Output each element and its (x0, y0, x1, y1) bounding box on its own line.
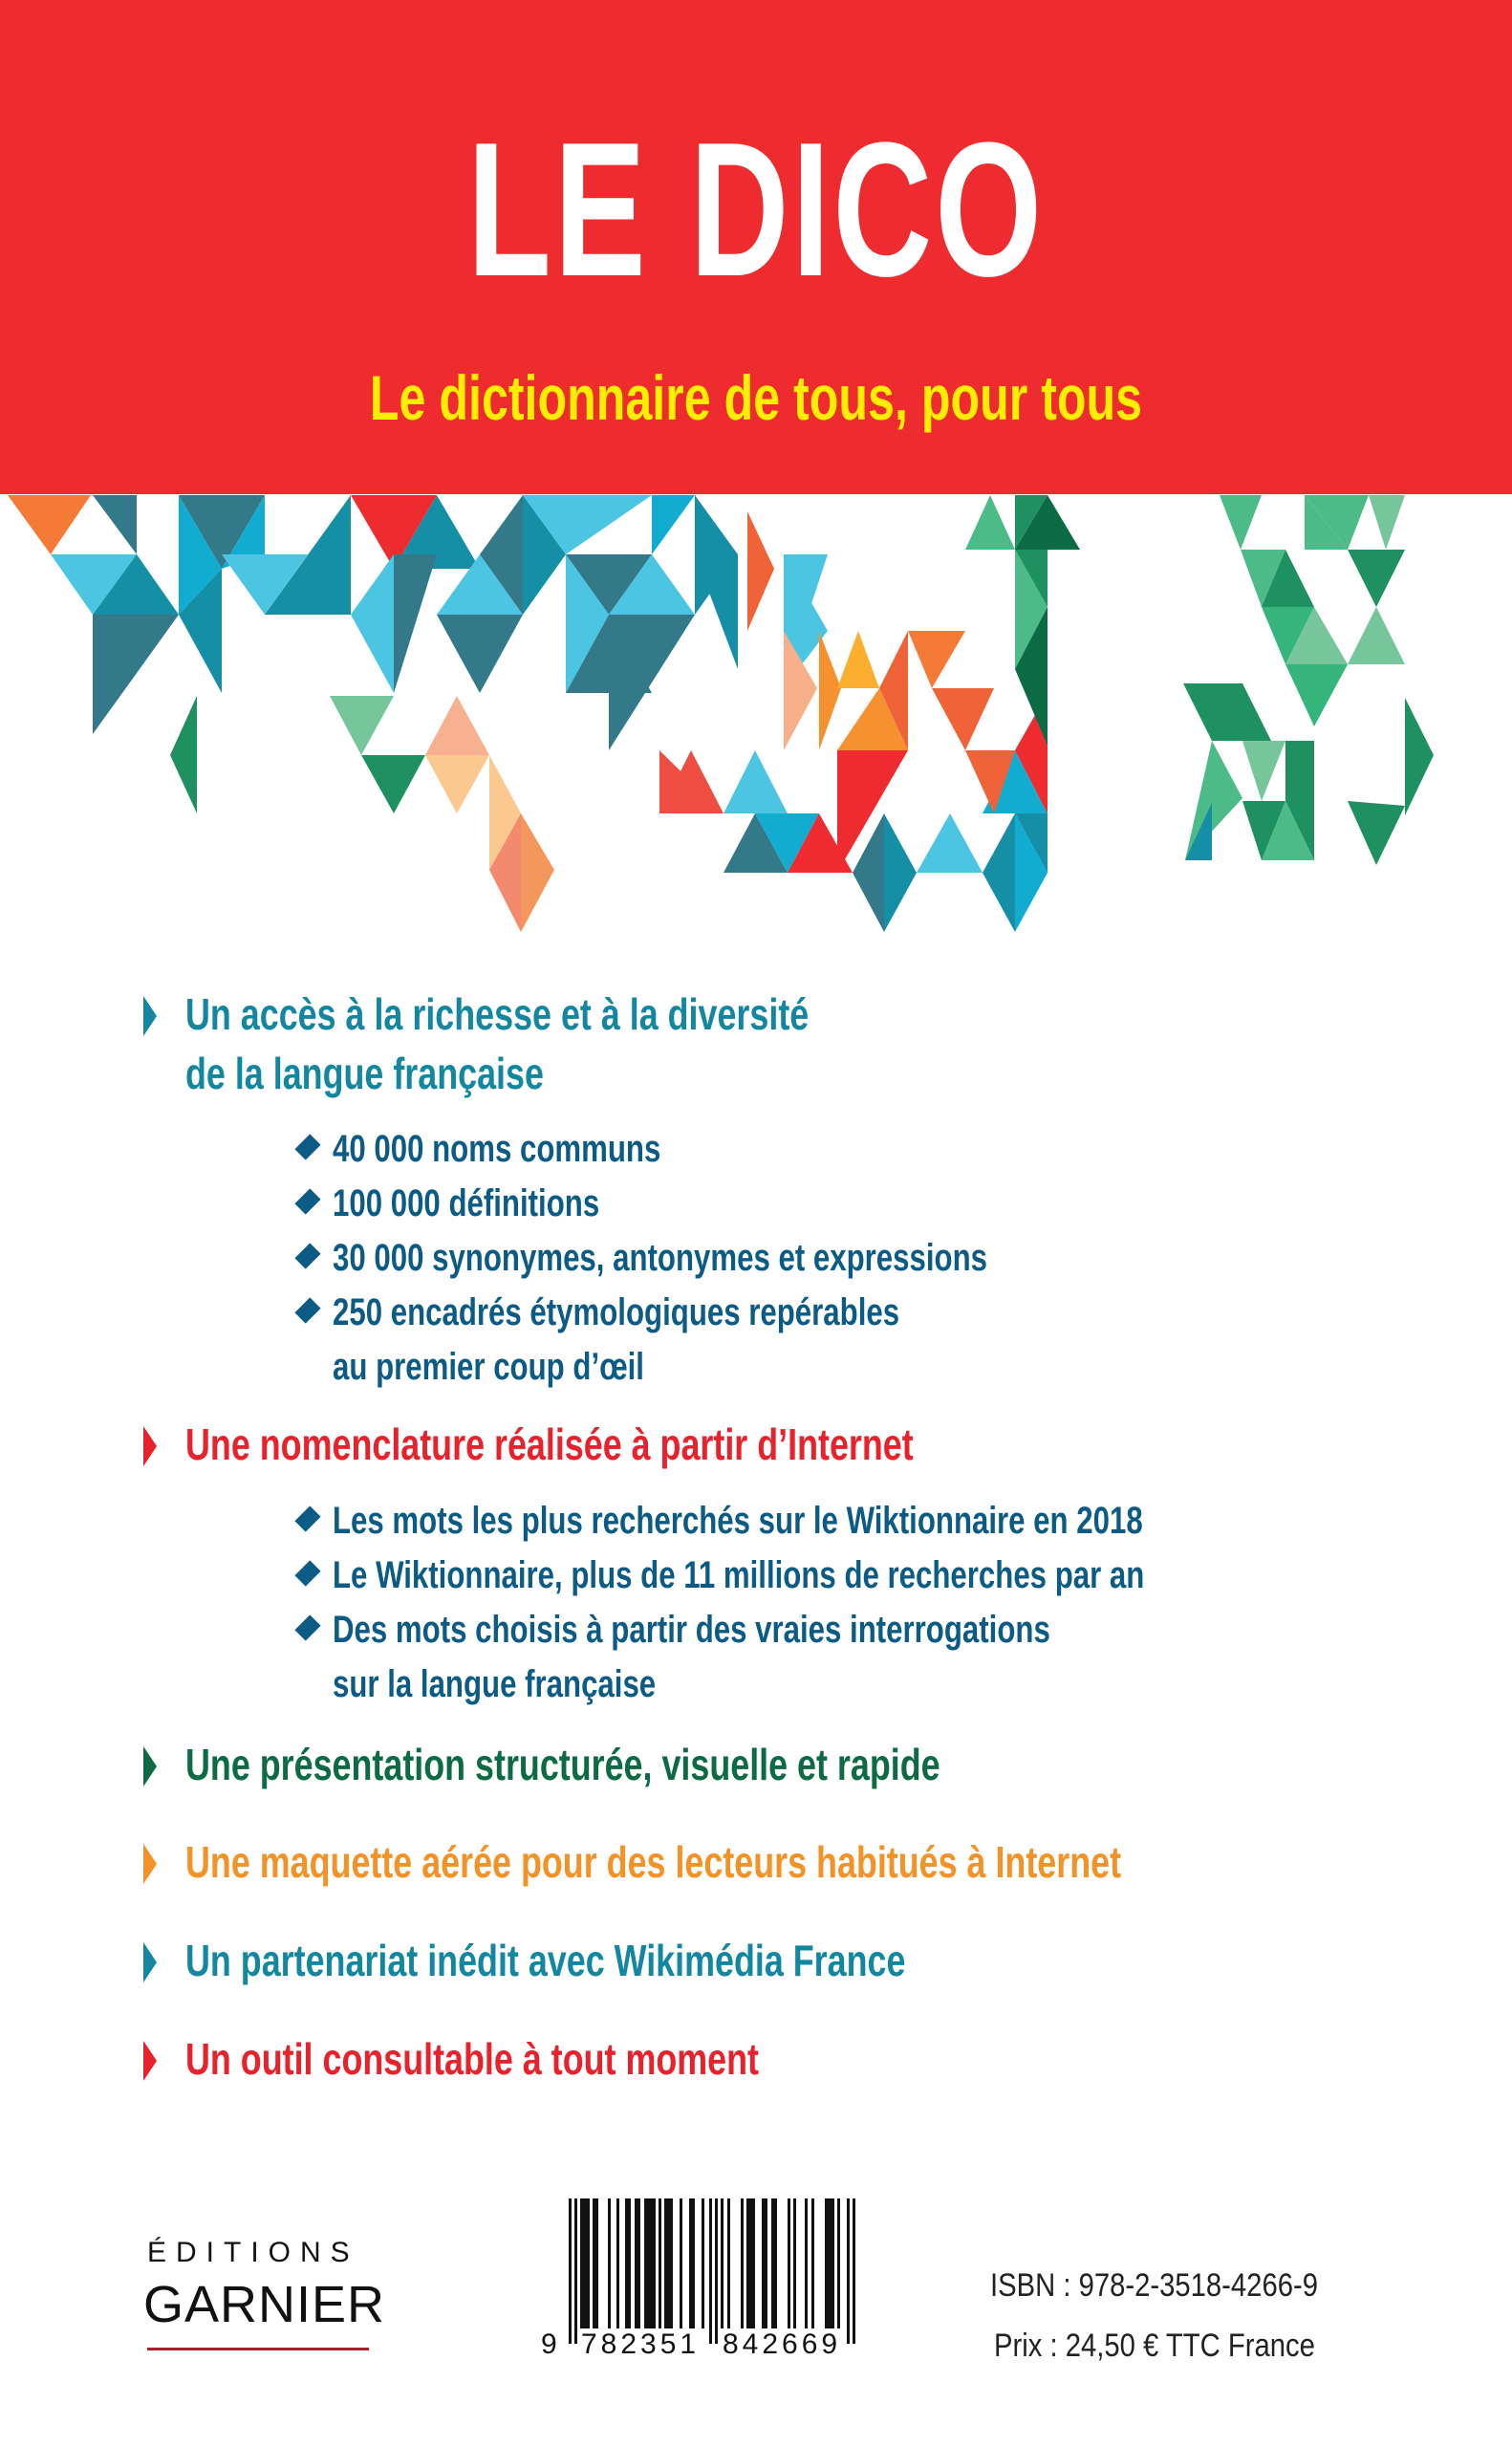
barcode-left-digits: 782351 (581, 2328, 701, 2360)
chevron-right-icon (143, 1746, 157, 1787)
feature-item-3 (143, 1735, 1153, 1794)
book-subtitle: Le dictionnaire de tous, pour tous (369, 362, 1143, 433)
sub-item-continuation: au premier coup d’œil (333, 1346, 644, 1388)
feature-heading: Un partenariat inédit avec Wikimédia France (143, 1931, 1109, 1990)
sub-item: Des mots choisis à partir des vraies interrogations (296, 1603, 1373, 1657)
feature-item-2 (143, 1415, 1119, 1474)
sub-item: 40 000 noms communs (296, 1122, 1172, 1177)
sub-item: 250 encadrés étymologiques repérables (296, 1286, 1172, 1340)
feature-heading: Une maquette aérée pour des lecteurs habitués à Internet (143, 1832, 1385, 1892)
chevron-right-icon (143, 1426, 157, 1466)
sub-item-continuation: sur la langue française (333, 1663, 657, 1705)
chevron-right-icon (143, 2041, 157, 2081)
feature-item-6 (143, 2029, 920, 2089)
isbn-number: ISBN : 978-2-3518-4266-9 (990, 2267, 1318, 2304)
chevron-right-icon (143, 1942, 157, 1982)
sub-item: Les mots les plus recherchés sur le Wiktionnaire en 2018 (296, 1494, 1373, 1548)
sub-item: 100 000 définitions (296, 1177, 1172, 1231)
cover-header-band (0, 0, 1512, 494)
chevron-right-icon (143, 1844, 157, 1884)
diamond-bullet-icon (294, 1560, 320, 1586)
feature-heading-continuation: de la langue française (185, 1049, 544, 1098)
feature-heading: Un accès à la richesse et à la diversité (143, 985, 984, 1044)
logo-underline-rule (147, 2348, 369, 2350)
publisher-logo-garnier: GARNIER (143, 2276, 386, 2333)
sub-item: Le Wiktionnaire, plus de 11 millions de recherches par an (296, 1548, 1373, 1603)
diamond-bullet-icon (294, 1188, 320, 1214)
isbn-barcode (535, 2170, 898, 2399)
feature-2-sublist (296, 1494, 1373, 1712)
diamond-bullet-icon (294, 1297, 320, 1323)
sub-item: 30 000 synonymes, antonymes et expressions (296, 1231, 1172, 1286)
feature-item-4 (143, 1832, 1385, 1892)
price-label: Prix : 24,50 € TTC France (994, 2328, 1315, 2364)
feature-heading: Une nomenclature réalisée à partir d’Internet (143, 1415, 1119, 1474)
diamond-bullet-icon (294, 1243, 320, 1268)
back-cover-footer (0, 2170, 1512, 2409)
diamond-bullet-icon (294, 1614, 320, 1640)
triangle-mosaic-decoration (0, 494, 1512, 943)
feature-heading: Un outil consultable à tout moment (143, 2029, 920, 2089)
feature-1-sublist (296, 1122, 1172, 1395)
feature-item-1 (143, 985, 984, 1103)
barcode-right-digits: 842669 (723, 2328, 842, 2360)
diamond-bullet-icon (294, 1134, 320, 1159)
chevron-right-icon (143, 996, 157, 1036)
diamond-bullet-icon (294, 1505, 320, 1531)
feature-item-5 (143, 1931, 1109, 1990)
feature-heading: Une présentation structurée, visuelle et rapide (143, 1735, 1153, 1794)
publisher-logo-editions: ÉDITIONS (147, 2237, 359, 2268)
book-title: LE DICO (466, 103, 1046, 316)
barcode-lead-digit: 9 (541, 2328, 557, 2360)
